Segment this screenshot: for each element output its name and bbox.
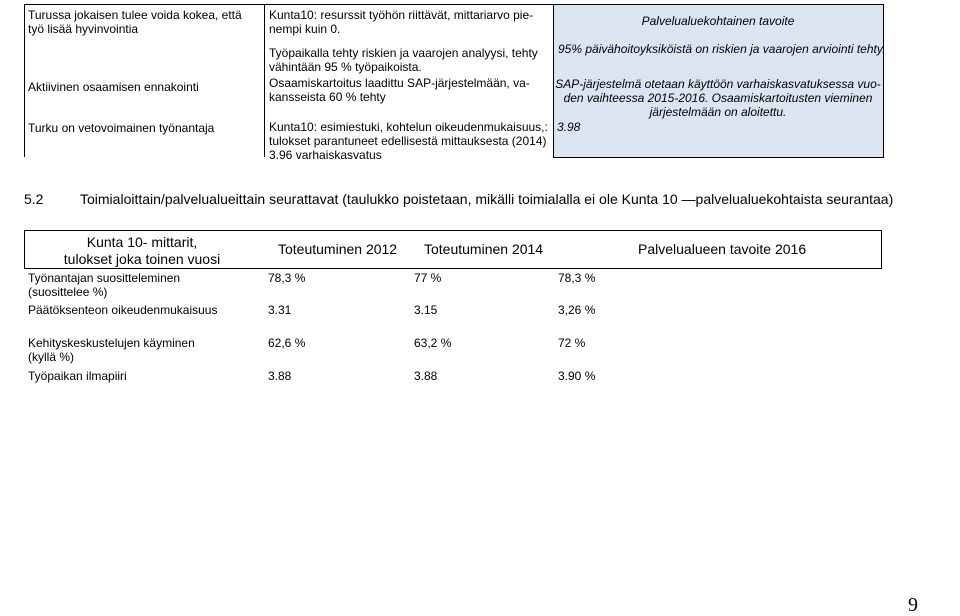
metric-line: vähintään 95 % työpaikoista. [269,60,422,74]
cell-2012: 62,6 % [268,336,306,350]
header-2014 [424,241,543,258]
header-text: Palvelualueen tavoite 2016 [638,241,807,257]
target-text: 95% päivähoitoyksiköistä on riskien ja vaarojen arviointi tehty. [558,42,886,56]
goal-text: Turku on vetovoimainen työnantaja [28,121,215,135]
cell-2014: 3.15 [414,303,438,317]
column-divider-1 [264,4,265,157]
table-row [28,271,180,299]
page-number: 9 [908,594,918,616]
cell-2014: 63,2 % [414,336,452,350]
table-row [28,303,217,317]
goal-cell-employer [28,121,214,135]
cell-target: 3,26 % [558,303,596,317]
cell-2012: 3.31 [268,303,292,317]
metric-cell-competence-survey [269,76,553,104]
goal-text: Turussa jokaisen tulee voida kokea, että työ lisää hyvinvointia [28,8,242,36]
cell-target: 78,3 % [558,271,596,285]
metric-cell-resources [269,8,553,36]
header-line: Kunta 10- mittarit, [86,234,198,250]
metric-line: tulokset parantuneet edellisestä mittauksesta (2014) [269,134,547,148]
target-value-3-98 [557,120,580,134]
header-text: Toteutuminen 2014 [424,241,544,257]
row-metric-line: (kyllä %) [28,350,75,364]
row-metric-line: (suosittelee %) [28,285,108,299]
header-metric [24,234,260,268]
cell-target: 72 % [558,336,586,350]
metric-line: Kunta10: resurssit työhön riittävät, mittariarvo pie- [269,8,534,22]
row-metric-line: Päätöksenteon oikeudenmukaisuus [28,303,218,317]
metric-line: kansseista 60 % tehty [269,90,386,104]
metric-line: nempi kuin 0. [269,22,341,36]
section-title: Toimialoittain/palvelualueittain seurattavat (taulukko poistetaan, mikälli toimialalla ei ole Kunta 10 —palvelualuekohtaista seurantaa) [80,191,894,207]
metric-line: Kunta10: esimiestuki, kohtelun oikeudenmukaisuus,: [269,120,548,134]
kunta10-table [24,230,882,400]
header-2012 [278,241,397,258]
metric-line: 3.96 varhaiskasvatus [269,148,382,162]
table-top-border [24,4,884,5]
cell-2014: 3.88 [414,369,438,383]
target-bottom-border [553,157,884,158]
cell-2012: 3.88 [268,369,292,383]
cell-target: 3.90 % [558,369,596,383]
header-text: Toteutuminen 2012 [278,241,398,257]
top-goals-table [24,4,886,162]
target-risk-assessment [558,42,885,56]
header-line: tulokset joka toinen vuosi [63,251,221,267]
table-left-border [24,4,25,157]
table-row [28,369,127,383]
target-value-text: 3.98 [557,120,581,134]
table-row [28,336,195,364]
header-bottom-border [24,268,882,269]
metric-line: Työpaikalla tehty riskien ja vaarojen analyysi, tehty [269,46,538,60]
target-line: SAP-järjestelmä otetaan käyttöön varhaiskasvatuksessa vuo- [555,77,881,91]
row-metric-line: Työpaikan ilmapiiri [28,369,127,383]
metric-line: Osaamiskartoitus laadittu SAP-järjestelmään, va- [269,76,530,90]
target-line: järjestelmään on aloitettu. [649,105,787,119]
cell-2014: 77 % [414,271,442,285]
header-top-border [24,230,882,231]
section-number: 5.2 [24,191,44,207]
goal-cell-competence [28,80,199,94]
row-metric-line: Kehityskeskustelujen käyminen [28,336,195,350]
header-right-border [881,230,882,268]
table-right-border [883,4,884,157]
target-sap-system [554,77,882,119]
goal-cell-wellbeing [28,8,260,36]
goal-text: Aktiivinen osaamisen ennakointi [28,80,199,94]
cell-2012: 78,3 % [268,271,306,285]
section-heading [24,190,893,208]
metric-cell-risk-analysis [269,46,553,74]
metric-cell-supervisor-support [269,120,553,162]
target-header [554,14,882,28]
target-header-text: Palvelualuekohtainen tavoite [641,14,795,28]
row-metric-line: Työnantajan suositteleminen [28,271,181,285]
target-line: den vaihteessa 2015-2016. Osaamiskartoitusten vieminen [563,91,873,105]
header-target-2016 [638,241,806,258]
